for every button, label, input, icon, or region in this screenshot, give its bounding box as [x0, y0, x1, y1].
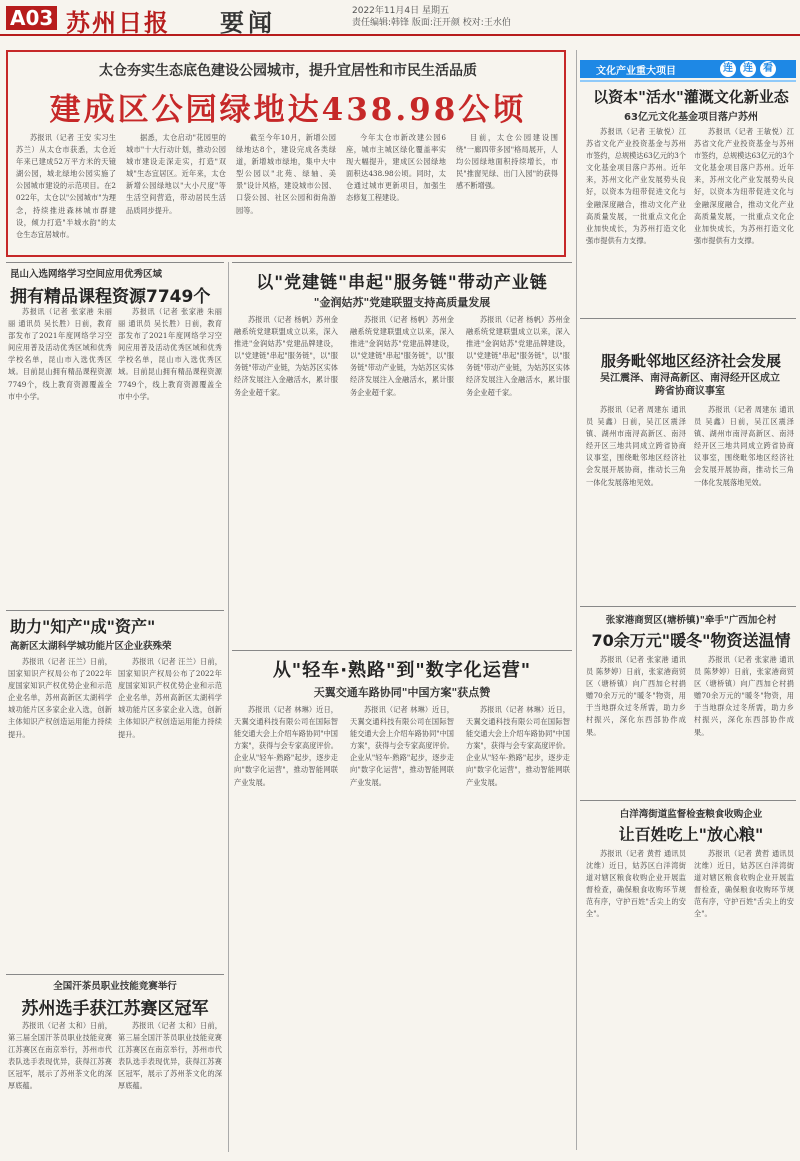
- editors: 责任编辑:韩锋 版面:汪开颜 校对:王水伯: [352, 18, 511, 28]
- baiyang-kicker: 白洋湾街道监督检查粮食收购企业: [619, 809, 763, 820]
- kunshan-body-col2: 苏报讯（记者 张家港 朱丽丽 通讯员 吴长胜）日前，教育部发布了2021年度网络学习空间应用普及活动优秀区域和优秀学校名单，昆山市入选优秀区域。目前昆山拥有精品课程资源7749个，线上教育资源覆盖全市中小学。: [118, 307, 222, 401]
- lead-kicker: 太仓夯实生态底色建设公园城市，提升宜居性和市民生活品质: [99, 63, 477, 79]
- paper-name: 苏州日报: [66, 8, 170, 37]
- dateline: [352, 5, 511, 29]
- divider-service: [580, 318, 796, 319]
- culture-chip-3: 看: [760, 61, 776, 77]
- kunshan-kicker: 昆山入选网络学习空间应用优秀区域: [10, 269, 163, 280]
- kunshan-body-col1: 苏报讯（记者 张家港 朱丽丽 通讯员 吴长胜）日前，教育部发布了2021年度网络学习空间应用普及活动优秀区域和优秀学校名单，昆山市入选优秀区域。目前昆山拥有精品课程资源7749个，线上教育资源覆盖全市中小学。: [8, 307, 112, 401]
- divider-kunshan: [6, 262, 224, 263]
- party-title: 以"党建链"串起"服务链"带动产业链: [256, 273, 548, 293]
- divider-sports: [6, 974, 224, 975]
- party-body-col2: 苏报讯（记者 杨帆）苏州金融系统党建联盟成立以来，深入推进"金润姑苏"党建品牌建设，以"党建链"串起"服务链"，以"服务链"带动产业链，为姑苏区实体经济发展注入金融活水，累计服务企业超千家。: [350, 315, 454, 397]
- warmth-title: 70余万元"暖冬"物资送温情: [591, 631, 791, 650]
- culture-body-col1: 苏报讯（记者 王敏悦）江苏省文化产业投资基金与苏州市签约，总规模达63亿元的3个文化基金项目落户苏州。近年来，苏州文化产业发展势头良好，以资本为纽带促进文化与金融深度融合，推动文化产业高质量发展，一批重点文化企业加快成长，为苏州打造文化强市提供有力支撑。: [586, 127, 686, 245]
- kunshan-title: 拥有精品课程资源7749个: [10, 287, 211, 307]
- party-body-col3: 苏报讯（记者 杨帆）苏州金融系统党建联盟成立以来，深入推进"金润姑苏"党建品牌建设，以"党建链"串起"服务链"，以"服务链"带动产业链，为姑苏区实体经济发展注入金融活水，累计服务企业超千家。: [466, 315, 570, 397]
- tech-body-col3: 苏报讯（记者 林琳）近日，天翼交通科技有限公司在国际智能交通大会上介绍车路协同"中国方案"，获得与会专家高度评价。企业从"轻车·熟路"起步，逐步走向"数字化运营"，推动智能网联产业发展。: [466, 705, 570, 787]
- culture-chip-1: 连: [720, 61, 736, 77]
- baiyang-body-col1: 苏报讯（记者 黄哲 通讯员 沈维）近日，姑苏区白洋湾街道对辖区粮食收购企业开展监督检查，确保粮食收购环节规范有序，守护百姓"舌尖上的安全"。: [586, 849, 686, 919]
- lead-body-col5: 目前，太仓公园建设围绕"一廊四带多园"格局展开，人均公园绿地面积持续增长，市民"推窗见绿、出门入园"的获得感不断增强。: [456, 133, 558, 191]
- lead-body-col3: 截至今年10月，新增公园绿地达8个，建设完成各类绿道，新增城市绿地，集中大中型公园以"北苑、绿轴、美景"设计风格，建设城市公园、口袋公园、社区公园和街角游园等。: [236, 133, 336, 215]
- divider-warmth: [580, 606, 796, 607]
- lead-title: 建成区公园绿地达438.98公顷: [49, 92, 527, 128]
- lead-body-col2: 据悉，太仓启动"花园里的城市"十大行动计划，推动公园城市建设走深走实，打造"双城"生态宜居区。近年来，太仓新增公园绿地以"大小尺度"等生活空间营造，带动居民生活品质同步提升。: [126, 133, 226, 215]
- tech-title: 从"轻车·熟路"到"数字化运营": [272, 660, 532, 681]
- divider-ip: [6, 610, 224, 611]
- warmth-body-col2: 苏报讯（记者 张家港 通讯员 陈梦婷）日前，张家港商贸区（塘桥镇）向广西加仑村捐赠70余万元的"暖冬"物资，用于当地群众过冬所需，助力乡村振兴，深化东西部协作成果。: [694, 655, 794, 737]
- culture-chip-2: 连: [740, 61, 756, 77]
- page-number: A03: [6, 6, 57, 30]
- warmth-kicker: 张家港商贸区(塘桥镇)"牵手"广西加仑村: [605, 615, 777, 626]
- ip-title: 助力"知产"成"资产": [10, 617, 156, 636]
- service-body-col1: 苏报讯（记者 周建东 通讯员 吴鑫）日前，吴江区震泽镇、湖州市南浔高新区、南浔经开区三地共同成立跨省协商议事室，围绕毗邻地区经济社会发展开展协商，推动长三角一体化发展落地见效。: [586, 405, 686, 487]
- baiyang-body-col2: 苏报讯（记者 黄哲 通讯员 沈维）近日，姑苏区白洋湾街道对辖区粮食收购企业开展监督检查，确保粮食收购环节规范有序，守护百姓"舌尖上的安全"。: [694, 849, 794, 919]
- service-subtitle: 吴江震泽、南浔高新区、南浔经开区成立跨省协商议事室: [600, 373, 780, 397]
- tech-subtitle: 天翼交通车路协同"中国方案"获点赞: [313, 686, 491, 699]
- lead-body-col4: 今年太仓市新改建公园6座，城市主城区绿化覆盖率实现大幅提升，建成区公园绿地面积达438.98公顷。同时，太仓通过城市更新项目，加强生态修复工程建设。: [346, 133, 446, 203]
- culture-subtitle: 63亿元文化基金项目落户苏州: [624, 112, 758, 123]
- party-body-col1: 苏报讯（记者 杨帆）苏州金融系统党建联盟成立以来，深入推进"金润姑苏"党建品牌建设，以"党建链"串起"服务链"，以"服务链"带动产业链，为姑苏区实体经济发展注入金融活水，累计服务企业超千家。: [234, 315, 338, 397]
- column-rule-left: [228, 262, 229, 1152]
- divider-tech: [232, 650, 572, 651]
- service-body-col2: 苏报讯（记者 周建东 通讯员 吴鑫）日前，吴江区震泽镇、湖州市南浔高新区、南浔经开区三地共同成立跨省协商议事室，围绕毗邻地区经济社会发展开展协商，推动长三角一体化发展落地见效。: [694, 405, 794, 487]
- sports-kicker: 全国汗茶员职业技能竞赛举行: [53, 981, 177, 992]
- date: 2022年11月4日 星期五: [352, 6, 449, 16]
- ip-subtitle: 高新区太湖科学城功能片区企业获殊荣: [10, 641, 172, 652]
- baiyang-title: 让百姓吃上"放心粮": [618, 825, 764, 844]
- masthead: [0, 0, 800, 36]
- sports-body-col1: 苏报讯（记者 太和）日前，第三届全国汗茶员职业技能竞赛江苏赛区在南京举行，苏州市代表队选手表现优异，获得江苏赛区冠军，展示了苏州茶文化的深厚底蕴。: [8, 1021, 112, 1091]
- warmth-body-col1: 苏报讯（记者 张家港 通讯员 陈梦婷）日前，张家港商贸区（塘桥镇）向广西加仑村捐赠70余万元的"暖冬"物资，用于当地群众过冬所需，助力乡村振兴，深化东西部协作成果。: [586, 655, 686, 737]
- section-name: 要闻: [220, 9, 276, 37]
- tech-body-col2: 苏报讯（记者 林琳）近日，天翼交通科技有限公司在国际智能交通大会上介绍车路协同"中国方案"，获得与会专家高度评价。企业从"轻车·熟路"起步，逐步走向"数字化运营"，推动智能网联产业发展。: [350, 705, 454, 787]
- culture-divider: [580, 80, 796, 82]
- ip-body-col1: 苏报讯（记者 汪兰）日前，国家知识产权局公布了2022年度国家知识产权优势企业和示范企业名单，苏州高新区太湖科学城功能片区多家企业入选，创新主体知识产权创造运用能力持续提升。: [8, 657, 112, 739]
- culture-title: 以资本"活水"灌溉文化新业态: [593, 88, 789, 106]
- party-subtitle: "金润姑苏"党建联盟支持高质量发展: [313, 296, 491, 309]
- tech-body-col1: 苏报讯（记者 林琳）近日，天翼交通科技有限公司在国际智能交通大会上介绍车路协同"中国方案"，获得与会专家高度评价。企业从"轻车·熟路"起步，逐步走向"数字化运营"，推动智能网联产业发展。: [234, 705, 338, 787]
- lead-story-box: [6, 50, 566, 257]
- ip-body-col2: 苏报讯（记者 汪兰）日前，国家知识产权局公布了2022年度国家知识产权优势企业和示范企业名单，苏州高新区太湖科学城功能片区多家企业入选，创新主体知识产权创造运用能力持续提升。: [118, 657, 222, 739]
- divider-party: [232, 262, 572, 263]
- sports-title: 苏州选手获江苏赛区冠军: [21, 999, 209, 1019]
- service-title: 服务毗邻地区经济社会发展: [600, 352, 781, 370]
- divider-baiyang: [580, 800, 796, 801]
- sports-body-col2: 苏报讯（记者 太和）日前，第三届全国汗茶员职业技能竞赛江苏赛区在南京举行，苏州市代表队选手表现优异，获得江苏赛区冠军，展示了苏州茶文化的深厚底蕴。: [118, 1021, 222, 1091]
- column-rule-right: [576, 50, 577, 1150]
- culture-body-col2: 苏报讯（记者 王敏悦）江苏省文化产业投资基金与苏州市签约，总规模达63亿元的3个文化基金项目落户苏州。近年来，苏州文化产业发展势头良好，以资本为纽带促进文化与金融深度融合，推动文化产业高质量发展，一批重点文化企业加快成长，为苏州打造文化强市提供有力支撑。: [694, 127, 794, 245]
- culture-badge: 文化产业重大项目: [596, 66, 676, 77]
- lead-body-col1: 苏报讯（记者 王安 实习生 苏兰）从太仓市获悉，太仓近年来已建成52万平方米的天镜湖公园，城北绿地公园实施了公园城市建设的示范项目。在2022年，太仓以"公园城市"为理念，持续推进森林城市群建设，倾力打造"半城水韵"的太仓生态宜居城市。: [16, 133, 116, 239]
